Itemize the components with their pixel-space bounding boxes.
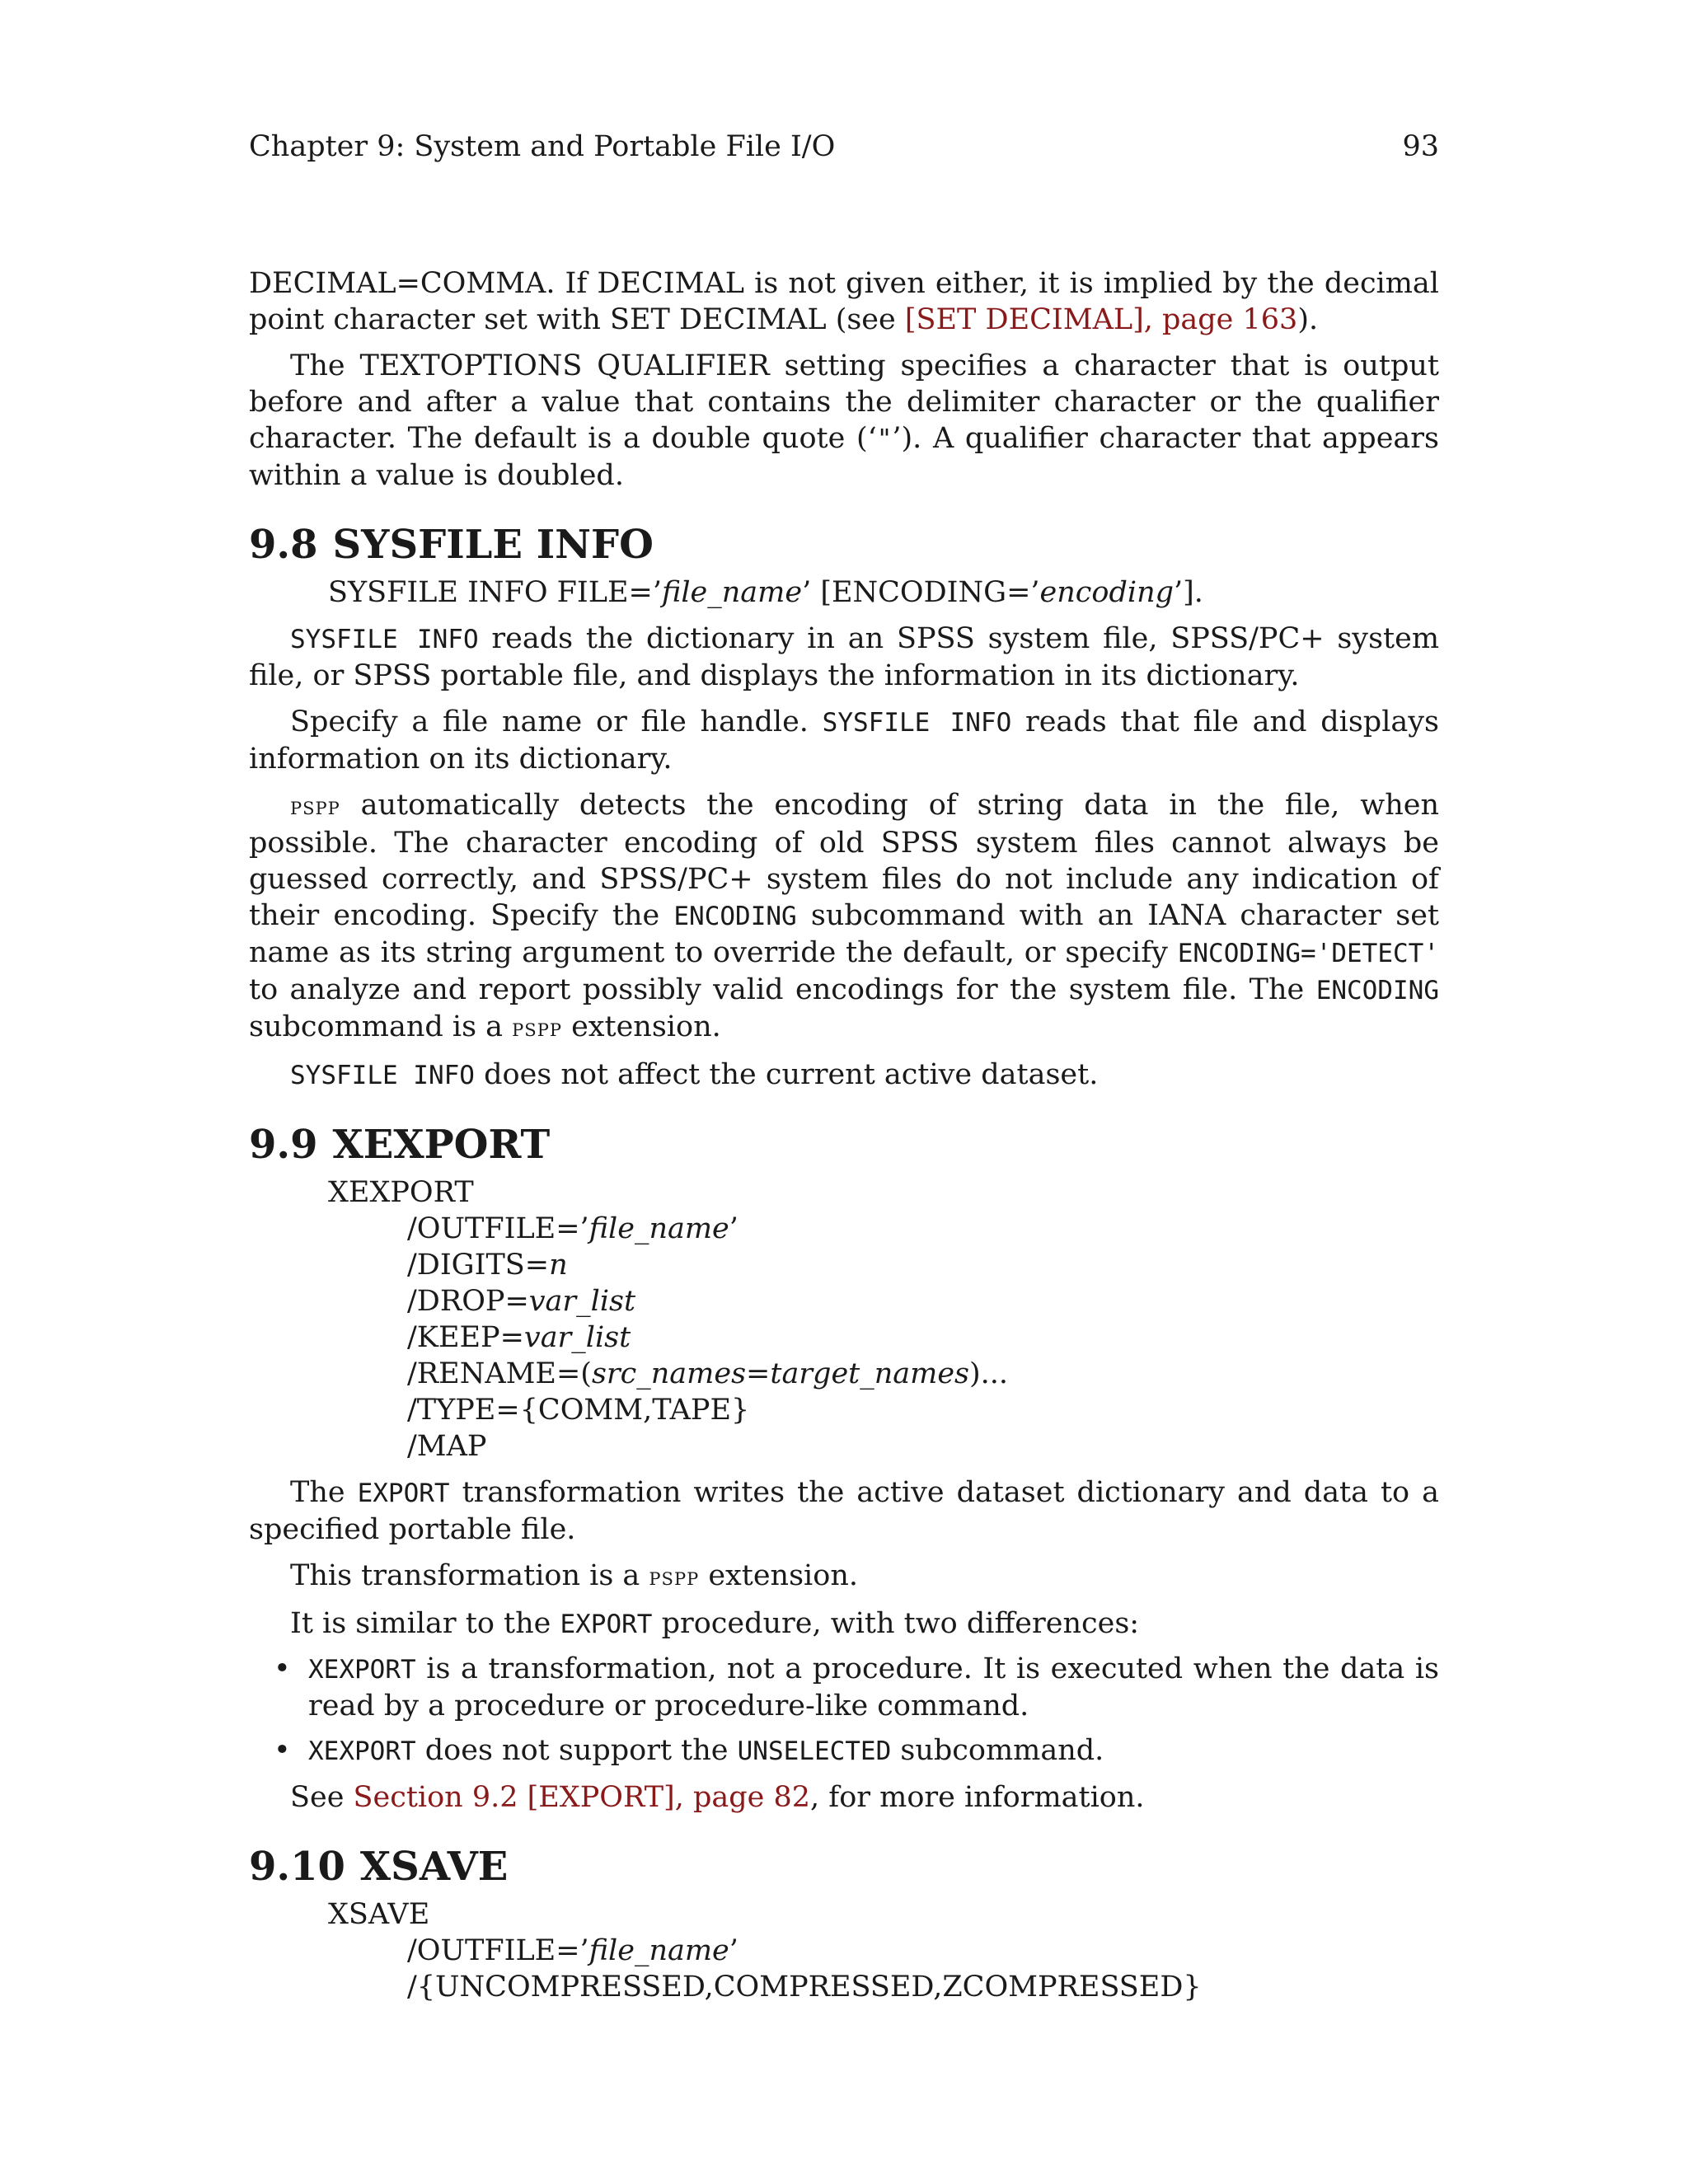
page-number: 93	[1402, 130, 1439, 163]
link-section-9-2[interactable]: Section 9.2 [EXPORT], page 82	[353, 1781, 811, 1814]
paragraph-sysfile-encoding: pspp automatically detects the encoding of string data in the file, when possible. The character encoding of old SPSS system files cannot always be guessed correctly, and SPSS/PC+ system files do not include any indication of their encoding. Specify the ENCODING subcommand with an IANA character set name as its string argument to override the default, or specify ENCODING='DETECT' to analyze and report possibly valid encodings for the system file. The ENCODING subcommand is a pspp extension.	[249, 789, 1439, 1043]
bullet-icon: •	[274, 1734, 291, 1767]
differences-list	[249, 1651, 1439, 1769]
syntax-xexport: XEXPORT /OUTFILE=’file_name’ /DIGITS=n /DROP=var_list /KEEP=var_list /RENAME=(src_names=target_names)... /TYPE={COMM,TAPE} /MAP	[328, 1174, 1439, 1465]
syntax-type: /TYPE={COMM,TAPE}	[407, 1394, 750, 1427]
syntax-compression: /{UNCOMPRESSED,COMPRESSED,ZCOMPRESSED}	[407, 1971, 1202, 2004]
list-item: • XEXPORT is a transformation, not a procedure. It is executed when the data is read by a procedure or procedure-like command.	[274, 1652, 1439, 1722]
syntax-rename: /RENAME=(src_names=target_names)...	[407, 1357, 1009, 1390]
bullet-icon: •	[274, 1652, 291, 1685]
paragraph-qualifier: The TEXTOPTIONS QUALIFIER setting specifies a character that is output before and after a value that contains the delimiter character or the qualifier character. The default is a double quote (‘"’). A qualifier character that appears within a value is doubled.	[249, 349, 1439, 492]
syntax-digits: /DIGITS=n	[407, 1249, 568, 1282]
paragraph-sysfile-specify: Specify a file name or file handle. SYSFILE INFO reads that file and displays information on its dictionary.	[249, 705, 1439, 776]
paragraph-sysfile-reads: SYSFILE INFO reads the dictionary in an SPSS system file, SPSS/PC+ system file, or SPSS portable file, and displays the information in its dictionary.	[249, 622, 1440, 692]
list-item: • XEXPORT does not support the UNSELECTED subcommand.	[274, 1734, 1104, 1767]
syntax-drop: /DROP=var_list	[407, 1285, 636, 1318]
paragraph-sysfile-active: SYSFILE INFO does not affect the current active dataset.	[290, 1058, 1099, 1091]
paragraph-xexport-extension: This transformation is a pspp extension.	[290, 1559, 858, 1592]
section-heading-9-9: 9.9 XEXPORT	[249, 1122, 551, 1168]
running-header	[249, 130, 1439, 163]
syntax-map: /MAP	[407, 1430, 487, 1463]
link-set-decimal[interactable]: [SET DECIMAL], page 163	[904, 303, 1298, 336]
syntax-xsave: XSAVE /OUTFILE=’file_name’ /{UNCOMPRESSED,COMPRESSED,ZCOMPRESSED}	[328, 1896, 1439, 2005]
section-heading-9-10: 9.10 XSAVE	[249, 1844, 509, 1890]
page-content	[249, 265, 1439, 2005]
paragraph-xexport-similar: It is similar to the EXPORT procedure, with two differences:	[290, 1607, 1140, 1640]
syntax-sysfile-info: SYSFILE INFO FILE=’file_name’ [ENCODING=’encoding’].	[328, 576, 1203, 609]
paragraph-xexport-writes: The EXPORT transformation writes the active dataset dictionary and data to a specified portable file.	[249, 1476, 1439, 1546]
syntax-outfile: /OUTFILE=’file_name’	[407, 1934, 738, 1967]
section-heading-9-8: 9.8 SYSFILE INFO	[249, 522, 654, 568]
paragraph-see-export: See Section 9.2 [EXPORT], page 82, for more information.	[290, 1781, 1145, 1814]
syntax-outfile: /OUTFILE=’file_name’	[407, 1212, 738, 1245]
syntax-keep: /KEEP=var_list	[407, 1321, 631, 1354]
paragraph-decimal: DECIMAL=COMMA. If DECIMAL is not given either, it is implied by the decimal point character set with SET DECIMAL (see [SET DECIMAL], page 163).	[249, 267, 1439, 336]
chapter-title: Chapter 9: System and Portable File I/O	[249, 130, 836, 163]
